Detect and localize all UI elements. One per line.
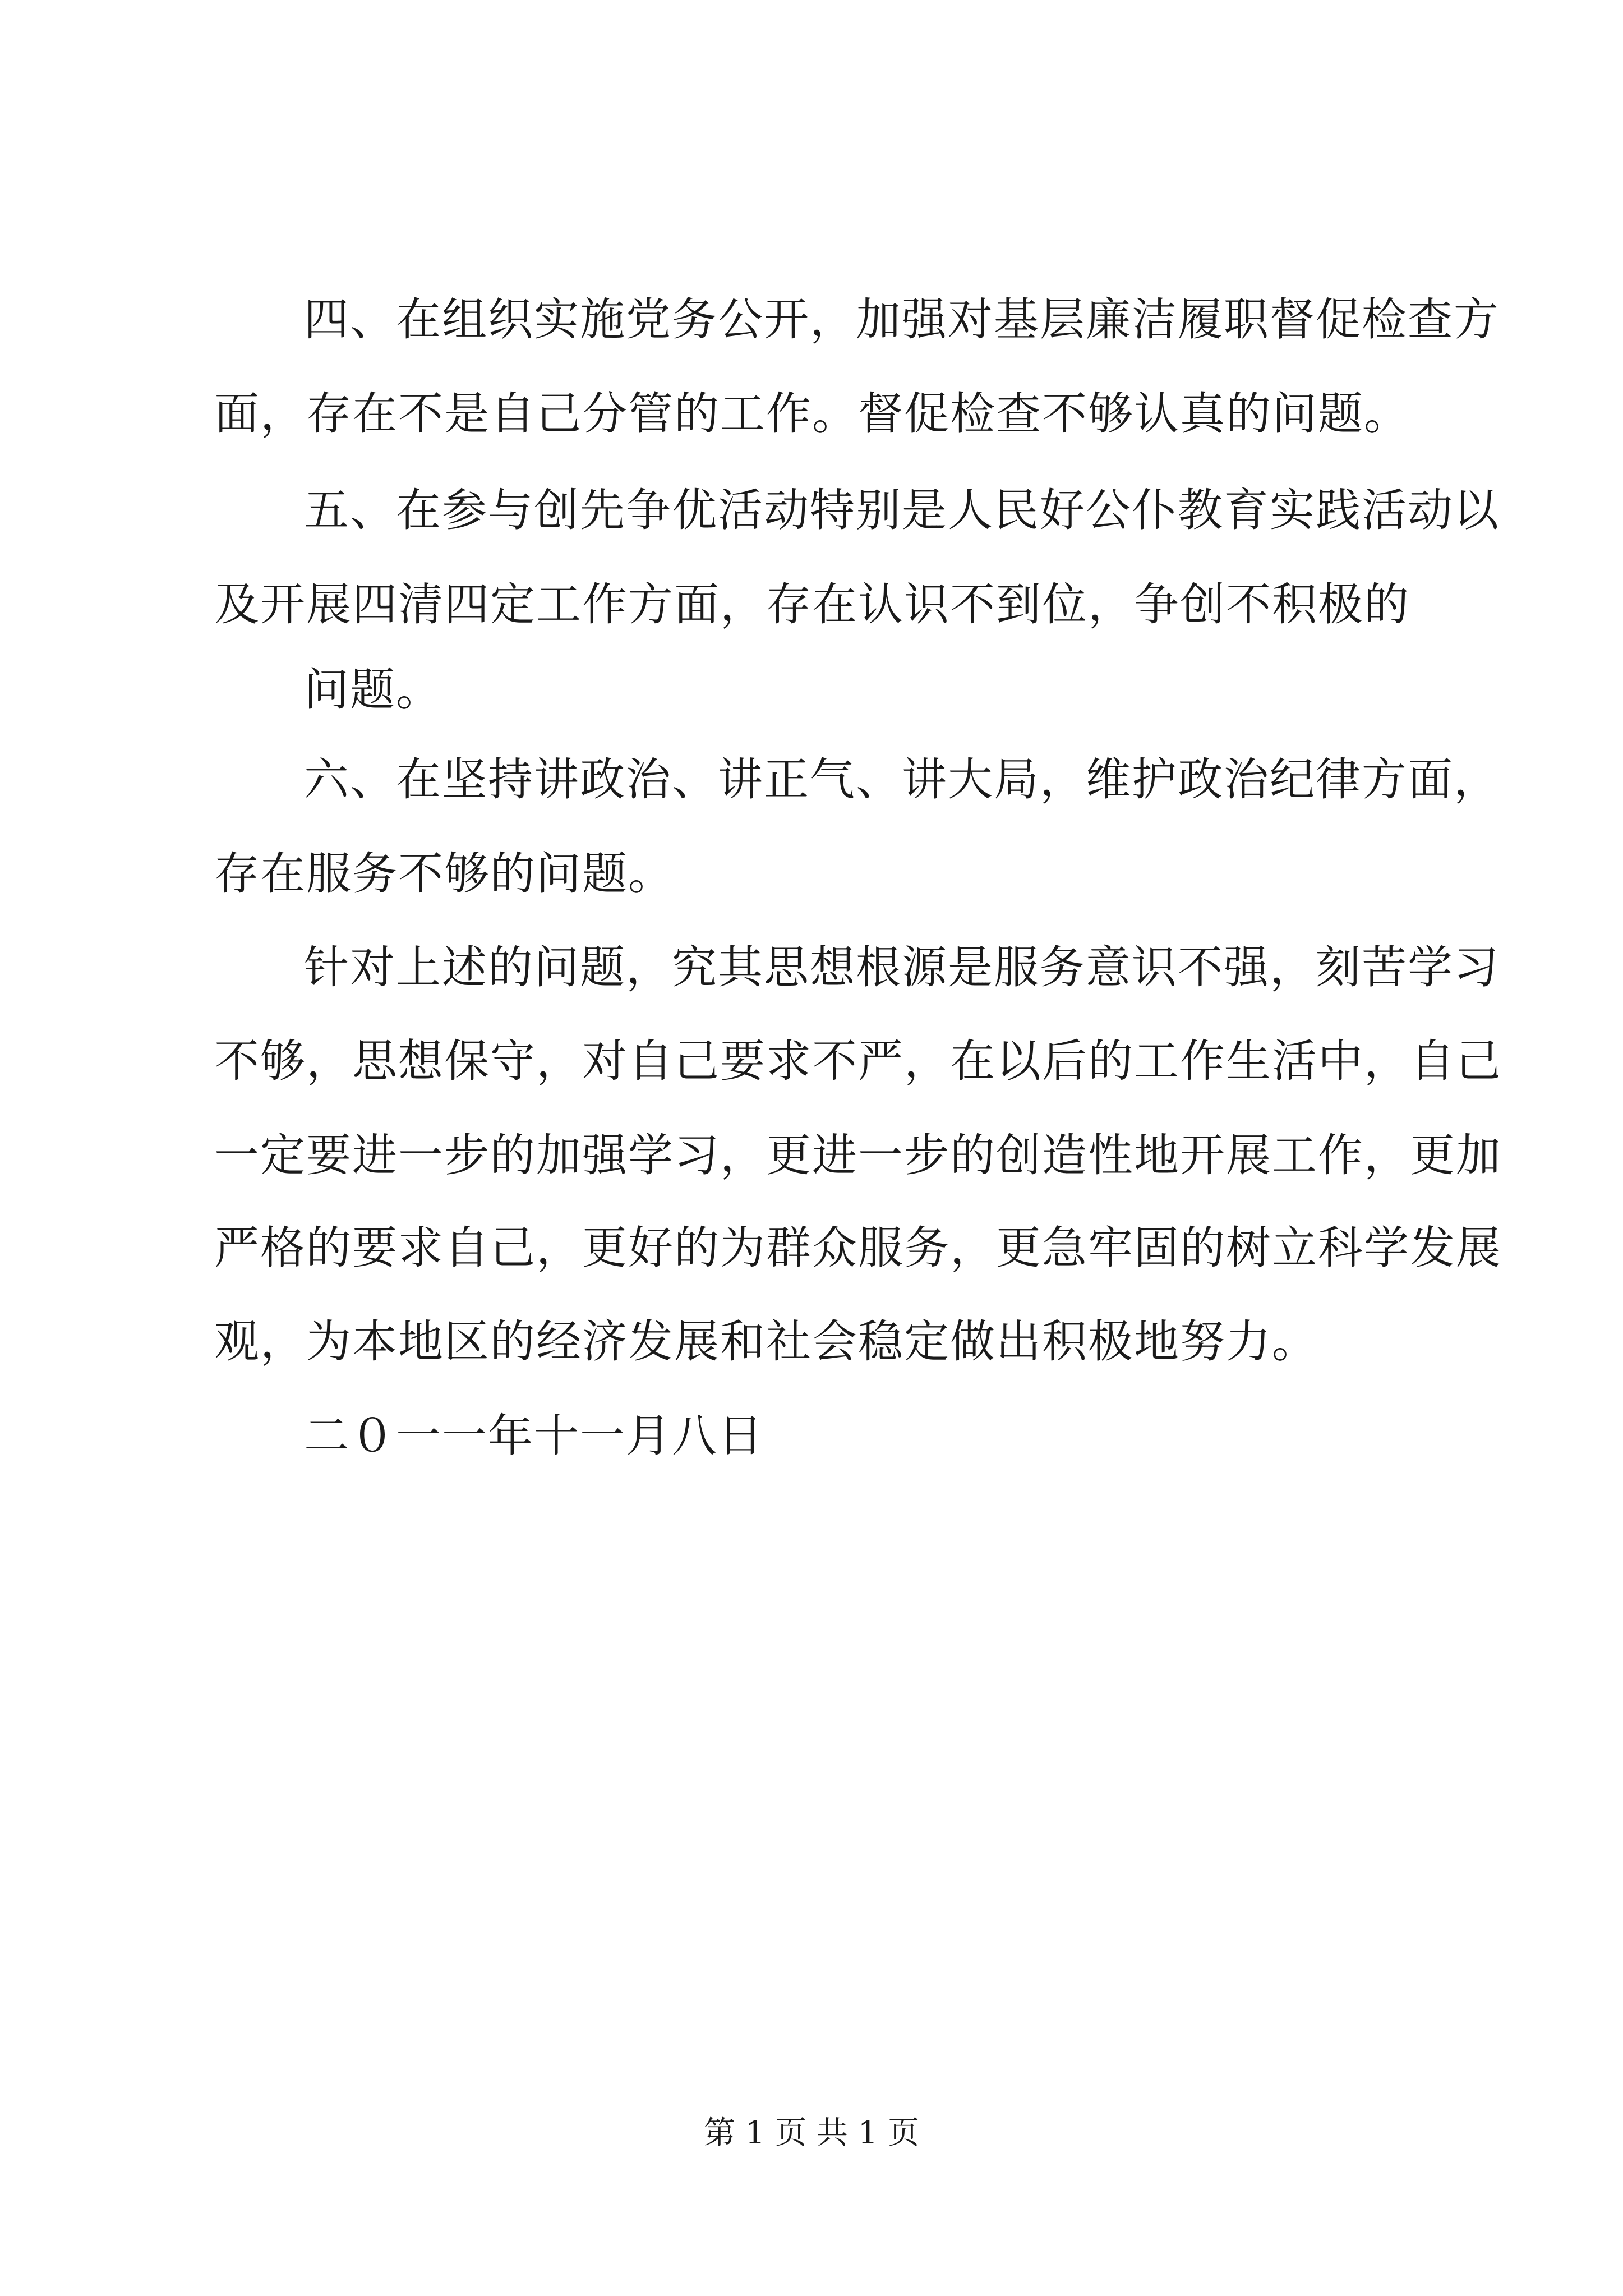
date-line: 二０一一年十一月八日 <box>304 1410 764 1462</box>
paragraph-7-line-2: 不够，思想保守，对自己要求不严，在以后的工作生活中，自己 <box>214 1035 1502 1087</box>
paragraph-4-line-2: 面，存在不是自己分管的工作。督促检查不够认真的问题。 <box>214 388 1410 440</box>
paragraph-7-line-5: 观，为本地区的经济发展和社会稳定做出积极地努力。 <box>214 1315 1318 1368</box>
paragraph-4-line-1: 四、在组织实施党务公开，加强对基层廉洁履职督促检查方 <box>304 293 1500 346</box>
page-footer: 第 1 页 共 1 页 <box>703 2115 920 2151</box>
paragraph-5-line-2: 及开展四清四定工作方面，存在认识不到位，争创不积极的 <box>214 578 1410 631</box>
paragraph-5-line-3: 问题。 <box>304 664 442 716</box>
paragraph-6-line-1: 六、在坚持讲政治、讲正气、讲大局，维护政治纪律方面， <box>304 753 1500 806</box>
paragraph-5-line-1: 五、在参与创先争优活动特别是人民好公仆教育实践活动以 <box>304 484 1500 536</box>
paragraph-7-line-3: 一定要进一步的加强学习，更进一步的创造性地开展工作，更加 <box>214 1129 1502 1181</box>
paragraph-7-line-1: 针对上述的问题，究其思想根源是服务意识不强，刻苦学习 <box>304 941 1500 993</box>
paragraph-7-line-4: 严格的要求自己，更好的为群众服务，更急牢固的树立科学发展 <box>214 1222 1502 1274</box>
paragraph-6-line-2: 存在服务不够的问题。 <box>214 848 674 900</box>
